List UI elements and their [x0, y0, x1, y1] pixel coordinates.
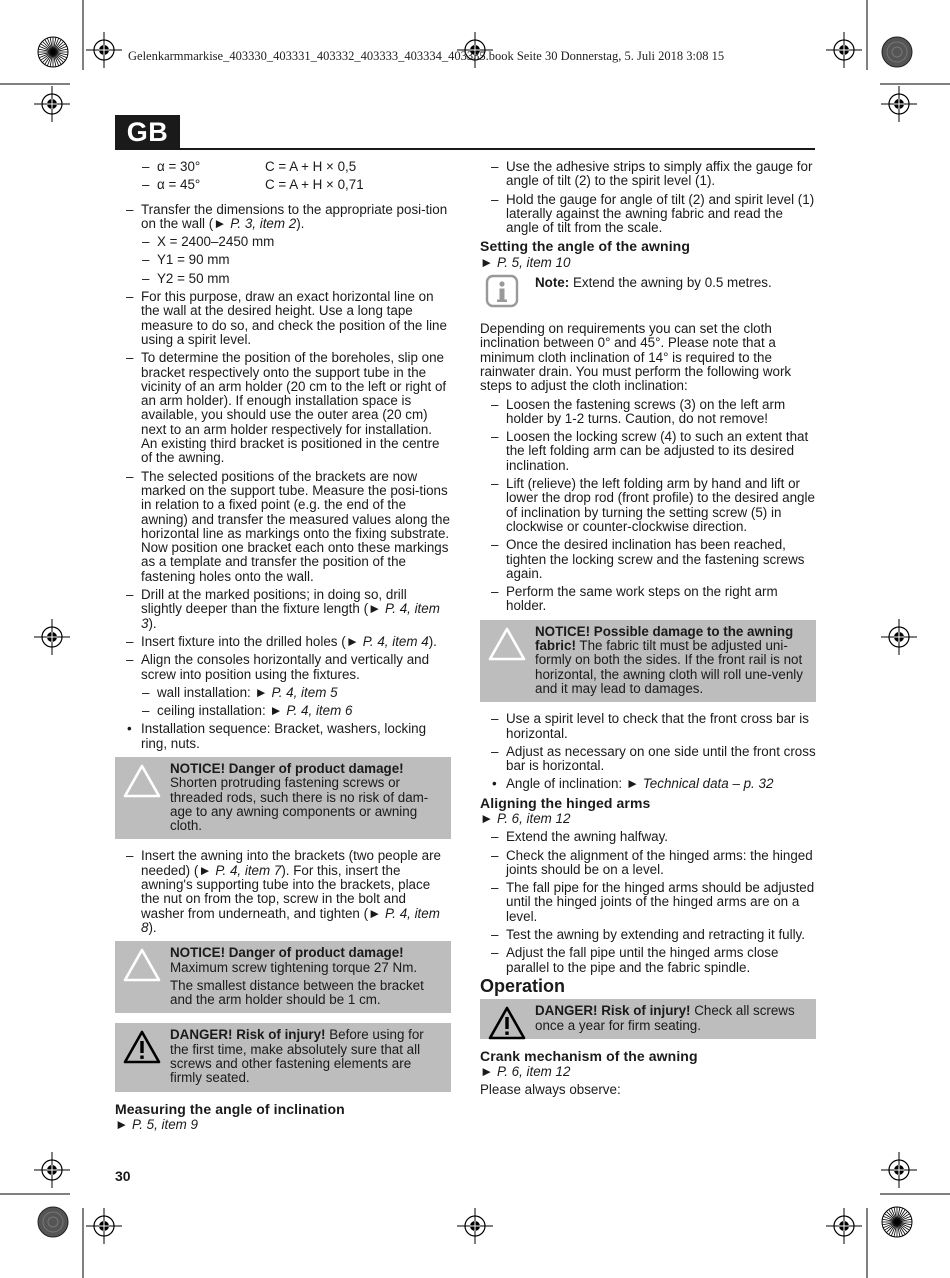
list-item: – Once the desired inclination has been reached, tighten the locking screw and the fastening screws again.: [491, 537, 805, 581]
danger-title: DANGER! Risk of injury!: [170, 1027, 326, 1043]
notice-box: NOTICE! Possible damage to the awning fabric! The fabric tilt must be adjusted uni-formly on both the sides. If the front rail is not horizontal, the awning cloth will roll une-venly and it may lead to damages.: [480, 620, 816, 702]
list-item: – Lift (relieve) the left folding arm by hand and lift or lower the drop rod (front profile) to the desired angle of inclination by turning the setting screw (5) in clockwise or counter-clockwise direction.: [491, 476, 815, 534]
page-reference: P. 4, item 6: [286, 703, 353, 719]
angle-value: α = 30°: [157, 159, 201, 174]
list-item: • Angle of inclination: ► Technical data – p. 32: [492, 776, 774, 792]
list-item: – To determine the position of the boreholes, slip one bracket respectively onto the support tube in the vicinity of an arm holder (20 cm to the left or right of an arm holder). If enough installation space is available, you should use the outer area (20 cm) next to an arm holder respectively for installation. An existing third bracket is positioned in the centre of the awning.: [126, 350, 447, 466]
dash-mark: –: [142, 177, 150, 193]
list-item: [115, 178, 451, 192]
list-item: – Hold the gauge for angle of tilt (2) and spirit level (1) laterally against the awning fabric and read the angle of tilt from the scale.: [491, 191, 815, 236]
arrow-icon: ►: [480, 810, 494, 826]
list-item: – For this purpose, draw an exact horizontal line on the wall at the desired height. Use a long tape measure to do so, and check the position of the line using a spirit level.: [126, 289, 447, 347]
list-item: – Adjust as necessary on one side until the front cross bar is horizontal.: [491, 743, 816, 774]
notice-box: NOTICE! Danger of product damage! Maximum screw tightening torque 27 Nm. The smallest distance between the bracket and the arm holder should be 1 cm.: [115, 941, 451, 1013]
list-item: • Installation sequence: Bracket, washers, locking ring, nuts.: [127, 721, 427, 751]
section-heading: Crank mechanism of the awning: [480, 1047, 698, 1064]
danger-exclamation-icon: [122, 1029, 162, 1065]
danger-box: DANGER! Risk of injury! Check all screws once a year for firm seating.: [480, 999, 816, 1039]
list-item: – X = 2400–2450 mm: [142, 234, 275, 250]
angle-value: α = 45°: [157, 177, 201, 193]
notice-box: NOTICE! Danger of product damage! Shorten protruding fastening screws or threaded rods, such there is no risk of dam-age to any awning components or awning cloth.: [115, 757, 451, 839]
list-item: – Adjust the fall pipe until the hinged arms close parallel to the pipe and the fabric spindle.: [491, 945, 779, 975]
dash-mark: –: [142, 159, 150, 174]
page-reference: Technical data – p. 32: [642, 776, 774, 792]
list-item: – Drill at the marked positions; in doing so, drill slightly deeper than the fixture length (► P. 4, item 3).: [126, 587, 440, 631]
warning-triangle-icon: [487, 626, 527, 662]
arrow-icon: ►: [345, 633, 359, 649]
dash-mark: –: [126, 201, 134, 217]
list-item: – Check the alignment of the hinged arms: the hinged joints should be on a level.: [491, 847, 813, 877]
arrow-icon: ►: [115, 1116, 129, 1132]
list-item: – Loosen the fastening screws (3) on the left arm holder by 1-2 turns. Caution, do not remove!: [491, 396, 786, 426]
danger-title: DANGER! Risk of injury!: [535, 1003, 691, 1019]
info-icon: [485, 274, 519, 308]
list-item: – Transfer the dimensions to the appropriate posi-tion on the wall (► P. 3, item 2).: [126, 201, 448, 231]
list-item: – Test the awning by extending and retracting it fully.: [491, 927, 805, 943]
bullet-mark: •: [127, 721, 132, 737]
notice-title: NOTICE! Danger of product damage!: [170, 760, 404, 776]
arrow-icon: ►: [198, 862, 212, 878]
danger-exclamation-icon: [487, 1005, 527, 1041]
page-reference: P. 4, item 3: [141, 601, 440, 631]
section-heading: Aligning the hinged arms: [480, 794, 651, 811]
list-item: – Use a spirit level to check that the front cross bar is horizontal.: [491, 711, 809, 741]
header-rule: [115, 148, 815, 150]
arrow-icon: ►: [213, 215, 227, 231]
list-item: – Use the adhesive strips to simply affix the gauge for angle of tilt (2) to the spirit level (1).: [491, 159, 813, 189]
page-reference-line: ► P. 5, item 10: [480, 254, 571, 270]
page-reference-line: ► P. 6, item 12: [480, 1064, 571, 1080]
page-reference: P. 3, item 2: [230, 215, 297, 231]
paragraph: Please always observe:: [480, 1082, 621, 1098]
page-reference: P. 4, item 5: [271, 684, 338, 700]
page-reference-line: ► P. 6, item 12: [480, 810, 571, 826]
arrow-icon: ►: [625, 776, 640, 792]
arrow-icon: ►: [254, 684, 268, 700]
paragraph: Depending on requirements you can set the cloth inclination between 0° and 45°. Please note that a minimum cloth inclination of 14° is required to the rainwater drain. You must perform the following work steps to adjust the cloth inclination:: [480, 321, 792, 394]
list-item: – The fall pipe for the hinged arms should be adjusted until the hinged joints of the hinged arms are on a level.: [491, 880, 815, 924]
list-item: – wall installation: ► P. 4, item 5: [142, 684, 338, 700]
file-info-line: Gelenkarmmarkise_403330_403331_403332_403333_403334_403335.book Seite 30 Donnerstag, 5. Juli 2018 3:08 15: [128, 49, 725, 63]
warning-triangle-icon: [122, 763, 162, 799]
formula: C = A + H × 0,71: [265, 177, 364, 193]
list-item: – Y2 = 50 mm: [142, 270, 230, 286]
list-item: – Align the consoles horizontally and vertically and screw into position using the fixtures.: [126, 652, 430, 682]
left-column: [115, 160, 451, 1136]
bullet-mark: •: [492, 776, 497, 792]
list-item: – ceiling installation: ► P. 4, item 6: [142, 703, 353, 719]
list-item: – The selected positions of the brackets are now marked on the support tube. Measure the posi-tions in relation to a fixed point (e.g. the end of the awning) and transfer the measured values along the horizontal line as markings onto the fixing substrate. Now position one bracket each onto these markings as a template and transfer the position of the fastening holes onto the wall.: [126, 468, 450, 584]
page-reference-line: ► P. 5, item 9: [115, 1116, 198, 1132]
arrow-icon: ►: [368, 905, 382, 921]
note-label: Note:: [535, 275, 570, 291]
list-item: – Insert the awning into the brackets (two people are needed) (► P. 4, item 7). For this, insert the awning's supporting tube into the brackets, place the nut on from the top, screw in the bolt and washer from underneath, and tighten (► P. 4, item 8).: [126, 848, 441, 935]
arrow-icon: ►: [269, 703, 283, 719]
list-item: – Insert fixture into the drilled holes (► P. 4, item 4).: [126, 633, 437, 649]
section-heading: Setting the angle of the awning: [480, 238, 690, 255]
page-number: 30: [115, 1168, 131, 1184]
language-badge: GB: [115, 115, 180, 149]
page-reference: P. 4, item 4: [362, 633, 429, 649]
notice-title: NOTICE! Danger of product damage!: [170, 945, 404, 961]
note-box: Note: Extend the awning by 0.5 metres.: [480, 274, 816, 310]
warning-triangle-icon: [122, 947, 162, 983]
right-column: [480, 160, 816, 1102]
formula: C = A + H × 0,5: [265, 159, 357, 174]
chapter-heading: Operation: [480, 975, 566, 996]
list-item: – Perform the same work steps on the right arm holder.: [491, 584, 778, 614]
arrow-icon: ►: [480, 254, 494, 270]
list-item: – Extend the awning halfway.: [491, 829, 669, 845]
arrow-icon: ►: [368, 601, 382, 617]
page-reference: P. 4, item 7: [215, 862, 282, 878]
section-heading: Measuring the angle of inclination: [115, 1100, 345, 1117]
list-item: – Y1 = 90 mm: [142, 252, 230, 268]
page-reference: P. 4, item 8: [141, 905, 440, 935]
notice-title: NOTICE! Possible damage to the awning fabric!: [535, 623, 794, 654]
list-item: – Loosen the locking screw (4) to such an extent that the left folding arm can be adjusted to its desired inclination.: [491, 429, 809, 473]
danger-box: DANGER! Risk of injury! Before using for the first time, make absolutely sure that all screws and other fastening elements are firmly seated.: [115, 1023, 451, 1091]
list-item: [115, 160, 451, 174]
arrow-icon: ►: [480, 1064, 494, 1080]
